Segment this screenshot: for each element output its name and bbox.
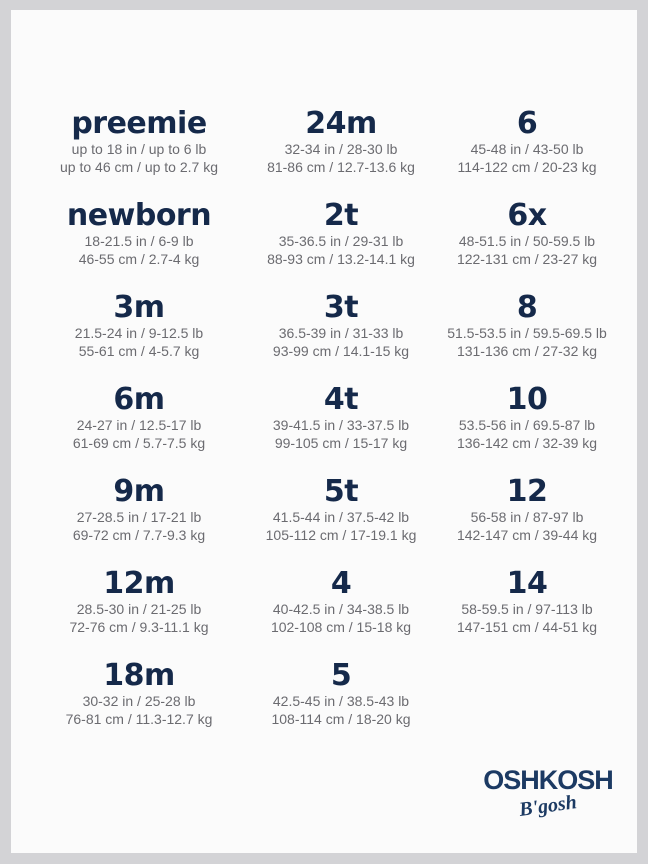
size-label: 10	[506, 382, 548, 417]
size-metric-range: 76-81 cm / 11.3-12.7 kg	[65, 711, 213, 727]
size-column-1	[31, 108, 247, 752]
size-label: 3m	[113, 290, 165, 325]
size-imperial-range: 48-51.5 in / 50-59.5 lb	[458, 233, 596, 249]
size-metric-range: 81-86 cm / 12.7-13.6 kg	[267, 159, 415, 175]
size-label: 9m	[113, 474, 165, 509]
size-label: 5t	[323, 474, 359, 509]
size-entry	[233, 292, 449, 384]
size-label: 3t	[323, 290, 359, 325]
size-metric-range: 55-61 cm / 4-5.7 kg	[78, 343, 200, 359]
logo-script: B'gosh	[517, 791, 579, 821]
size-entry	[419, 292, 635, 384]
size-metric-range: 46-55 cm / 2.7-4 kg	[78, 251, 200, 267]
size-metric-range: 105-112 cm / 17-19.1 kg	[265, 527, 417, 543]
size-column-3	[419, 108, 635, 660]
size-imperial-range: 39-41.5 in / 33-37.5 lb	[272, 417, 410, 433]
size-entry	[31, 660, 247, 752]
size-imperial-range: 32-34 in / 28-30 lb	[284, 141, 398, 157]
size-entry	[31, 200, 247, 292]
size-imperial-range: 45-48 in / 43-50 lb	[470, 141, 584, 157]
size-label: 6x	[507, 198, 547, 233]
size-metric-range: 108-114 cm / 18-20 kg	[271, 711, 411, 727]
size-metric-range: 142-147 cm / 39-44 kg	[456, 527, 598, 543]
size-metric-range: 99-105 cm / 15-17 kg	[274, 435, 408, 451]
size-imperial-range: 41.5-44 in / 37.5-42 lb	[272, 509, 410, 525]
size-imperial-range: 21.5-24 in / 9-12.5 lb	[74, 325, 204, 341]
size-entry	[233, 384, 449, 476]
size-metric-range: 114-122 cm / 20-23 kg	[457, 159, 597, 175]
size-label: 2t	[323, 198, 359, 233]
size-entry	[233, 476, 449, 568]
size-entry	[31, 476, 247, 568]
size-metric-range: 102-108 cm / 15-18 kg	[270, 619, 412, 635]
size-label: 4t	[323, 382, 359, 417]
size-entry	[233, 568, 449, 660]
logo-wordmark: OSHKOSH	[483, 765, 613, 795]
size-entry	[31, 384, 247, 476]
size-imperial-range: 53.5-56 in / 69.5-87 lb	[458, 417, 596, 433]
size-label: 6m	[113, 382, 165, 417]
size-entry	[419, 568, 635, 660]
size-imperial-range: 30-32 in / 25-28 lb	[82, 693, 196, 709]
size-imperial-range: 28.5-30 in / 21-25 lb	[76, 601, 202, 617]
brand-logo	[483, 765, 613, 829]
size-imperial-range: 51.5-53.5 in / 59.5-69.5 lb	[447, 325, 607, 341]
size-entry	[233, 200, 449, 292]
size-metric-range: 69-72 cm / 7.7-9.3 kg	[72, 527, 206, 543]
size-imperial-range: 36.5-39 in / 31-33 lb	[278, 325, 404, 341]
size-label: 18m	[103, 658, 175, 693]
size-imperial-range: up to 18 in / up to 6 lb	[71, 141, 207, 157]
size-chart-card	[11, 10, 637, 853]
size-entry	[31, 292, 247, 384]
size-label: 12m	[103, 566, 175, 601]
size-imperial-range: 24-27 in / 12.5-17 lb	[76, 417, 202, 433]
size-metric-range: 72-76 cm / 9.3-11.1 kg	[69, 619, 209, 635]
size-entry	[233, 108, 449, 200]
size-label: 8	[516, 290, 538, 325]
size-imperial-range: 40-42.5 in / 34-38.5 lb	[272, 601, 410, 617]
size-imperial-range: 56-58 in / 87-97 lb	[470, 509, 584, 525]
size-imperial-range: 58-59.5 in / 97-113 lb	[461, 601, 593, 617]
size-metric-range: 93-99 cm / 14.1-15 kg	[272, 343, 410, 359]
size-entry	[233, 660, 449, 752]
size-metric-range: 61-69 cm / 5.7-7.5 kg	[72, 435, 206, 451]
size-column-2	[233, 108, 449, 752]
size-metric-range: up to 46 cm / up to 2.7 kg	[60, 159, 218, 175]
size-imperial-range: 42.5-45 in / 38.5-43 lb	[272, 693, 410, 709]
size-metric-range: 131-136 cm / 27-32 kg	[456, 343, 598, 359]
size-metric-range: 88-93 cm / 13.2-14.1 kg	[267, 251, 415, 267]
size-entry	[419, 476, 635, 568]
size-label: newborn	[66, 198, 212, 233]
size-entry	[419, 384, 635, 476]
size-entry	[31, 108, 247, 200]
size-label: preemie	[71, 106, 207, 141]
size-entry	[419, 200, 635, 292]
size-metric-range: 122-131 cm / 23-27 kg	[456, 251, 598, 267]
size-label: 24m	[305, 106, 377, 141]
size-entry	[31, 568, 247, 660]
size-entry	[419, 108, 635, 200]
size-label: 6	[516, 106, 538, 141]
size-label: 5	[330, 658, 352, 693]
size-label: 4	[330, 566, 352, 601]
size-label: 12	[506, 474, 548, 509]
size-imperial-range: 35-36.5 in / 29-31 lb	[278, 233, 404, 249]
size-metric-range: 136-142 cm / 32-39 kg	[456, 435, 598, 451]
size-imperial-range: 18-21.5 in / 6-9 lb	[84, 233, 194, 249]
size-imperial-range: 27-28.5 in / 17-21 lb	[76, 509, 202, 525]
size-metric-range: 147-151 cm / 44-51 kg	[456, 619, 598, 635]
size-label: 14	[506, 566, 548, 601]
